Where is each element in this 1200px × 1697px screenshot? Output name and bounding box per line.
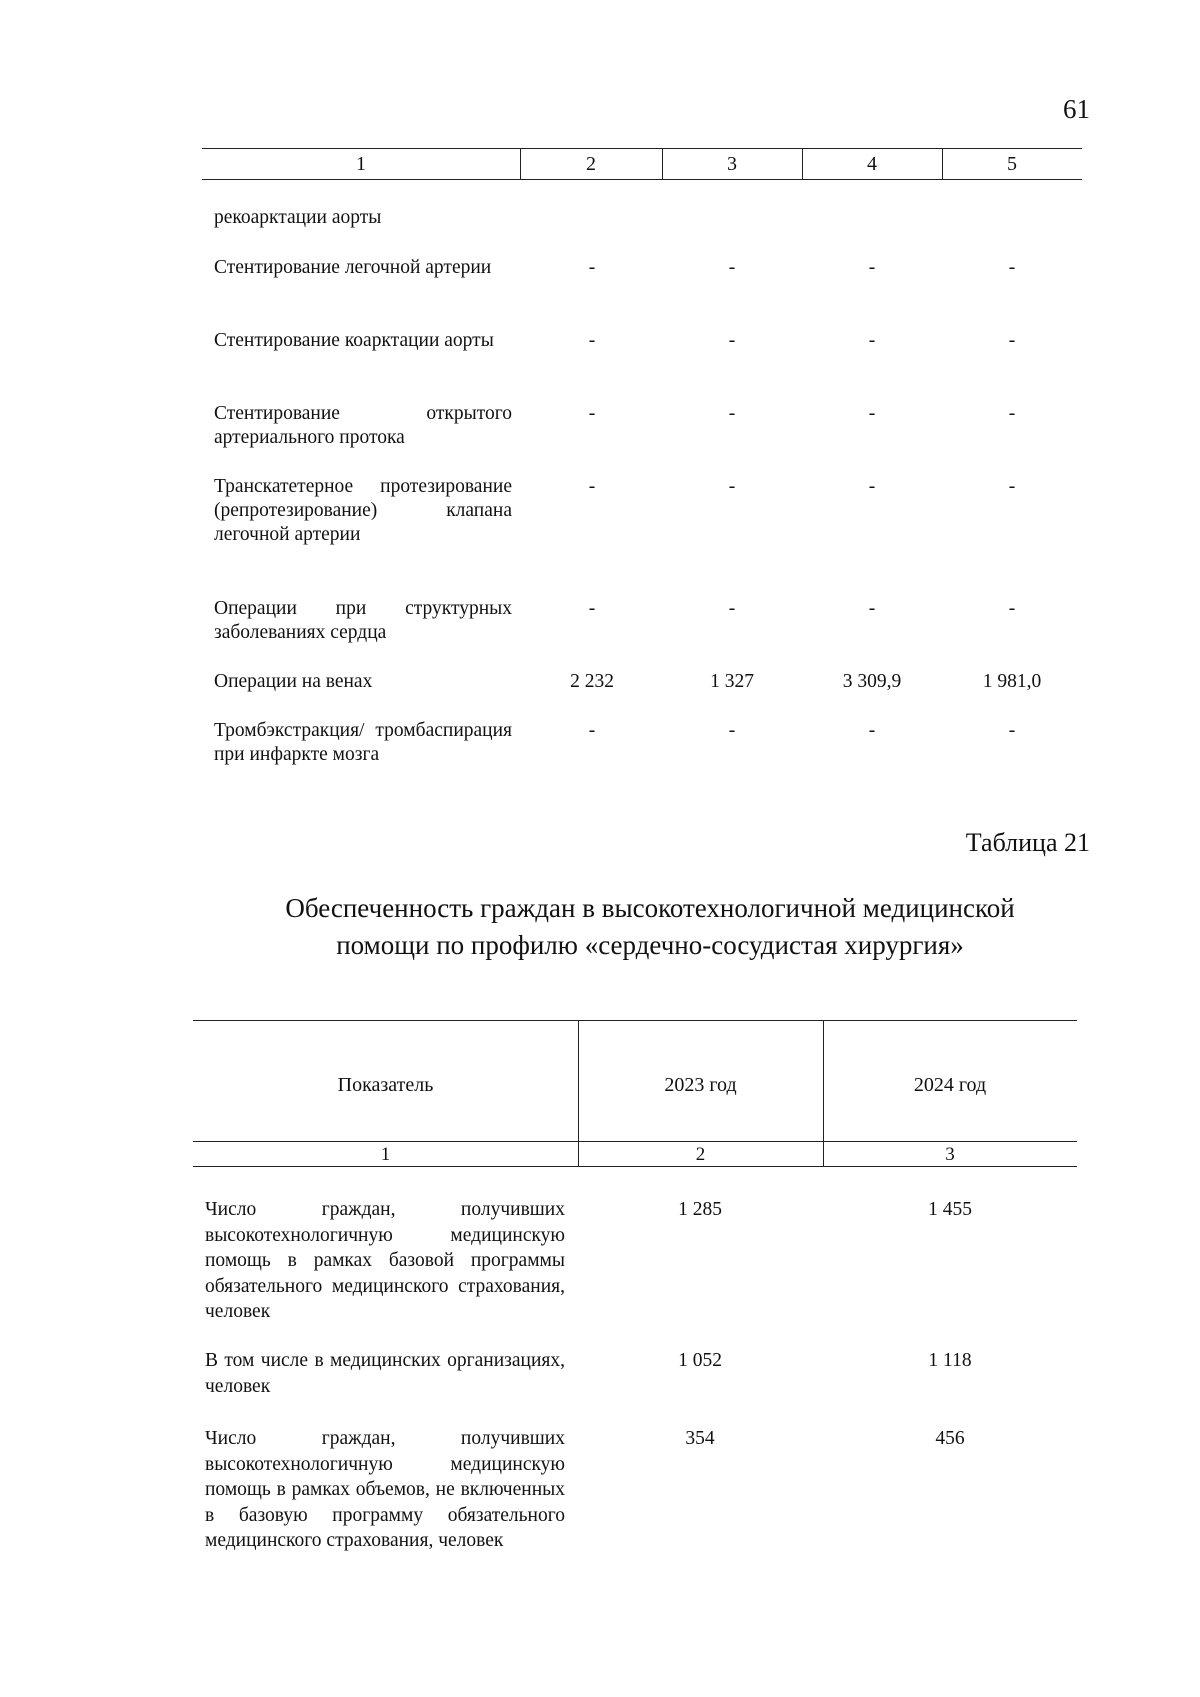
page-number: 61 (1063, 94, 1090, 124)
cell-value: 3 309,9 (842, 671, 902, 692)
cell-value: - (868, 330, 876, 351)
cell-value: - (728, 330, 736, 351)
cell-value: 1 981,0 (982, 671, 1042, 692)
column-header-2024: 2024 год (913, 1074, 987, 1096)
cell-value: - (728, 403, 736, 424)
cell-value: - (868, 720, 876, 741)
cell-value-2023: 1 285 (678, 1199, 722, 1220)
cell-value: - (588, 330, 596, 351)
cell-value: - (588, 720, 596, 741)
row-label: Операции при структурных заболеваниях сердца (214, 598, 512, 643)
cell-value: - (1008, 330, 1016, 351)
column-number-5: 5 (1007, 153, 1017, 175)
column-number-4: 4 (867, 153, 877, 175)
continuation-table (202, 148, 1082, 765)
row-label: Стентирование коарктации аорты (214, 330, 494, 351)
row-label: В том числе в медицинских организациях, человек (205, 1350, 565, 1397)
cell-value: - (1008, 598, 1016, 619)
cell-value: 1 327 (710, 671, 754, 692)
column-number-3: 3 (945, 1144, 955, 1165)
column-number-row (193, 1141, 1077, 1167)
cell-value: - (588, 476, 596, 497)
column-number-2: 2 (695, 1144, 706, 1165)
table-caption: Таблица 21 (965, 828, 1090, 857)
cell-value: - (868, 403, 876, 424)
cell-value: - (1008, 403, 1016, 424)
cell-value: - (868, 257, 876, 278)
continuation-table-header (202, 148, 1082, 180)
cell-value: - (1008, 720, 1016, 741)
cell-value: - (868, 598, 876, 619)
cell-value: - (728, 598, 736, 619)
column-number-3: 3 (727, 153, 737, 175)
table-21-header (193, 1020, 1077, 1167)
row-label: Число граждан, получивших высокотехнологичную медицинскую помощь в рамках объемов, не включенных в базовую программу обязательного медицинского страхования, человек (205, 1428, 565, 1551)
cell-value: - (588, 403, 596, 424)
cell-value-2024: 1 455 (928, 1199, 972, 1220)
row-label: Транскатетерное протезирование (репротезирование) клапана легочной артерии (214, 476, 512, 545)
cell-value-2024: 1 118 (928, 1350, 972, 1371)
cell-value: - (728, 476, 736, 497)
table-21 (193, 1020, 1077, 1551)
column-number-1: 1 (356, 153, 366, 175)
cell-value: - (728, 257, 736, 278)
row-label: Стентирование легочной артерии (214, 257, 492, 278)
row-label: рекоарктации аорты (214, 207, 382, 228)
cell-value: - (1008, 476, 1016, 497)
cell-value-2024: 456 (935, 1428, 965, 1449)
cell-value: 2 232 (570, 671, 614, 692)
column-number-2: 2 (586, 153, 596, 175)
cell-value-2023: 354 (685, 1428, 715, 1449)
column-number-1: 1 (380, 1144, 391, 1165)
cell-value: - (868, 476, 876, 497)
row-label: Число граждан, получивших высокотехнологичную медицинскую помощь в рамках базовой программы обязательного медицинского страхования, человек (205, 1199, 565, 1322)
cell-value-2023: 1 052 (678, 1350, 722, 1371)
row-label: Стентирование открытого артериального протока (214, 403, 512, 448)
cell-value: - (588, 257, 596, 278)
column-header-indicator: Показатель (337, 1074, 434, 1096)
row-label: Тромбэкстракция/ тромбаспирация при инфаркте мозга (214, 720, 512, 765)
column-header-2023: 2023 год (664, 1074, 737, 1096)
row-label: Операции на венах (214, 671, 373, 692)
cell-value: - (728, 720, 736, 741)
table-title: Обеспеченность граждан в высокотехнологичной медицинской помощи по профилю «сердечно-сосудистая хирургия» (285, 893, 1015, 960)
cell-value: - (588, 598, 596, 619)
cell-value: - (1008, 257, 1016, 278)
